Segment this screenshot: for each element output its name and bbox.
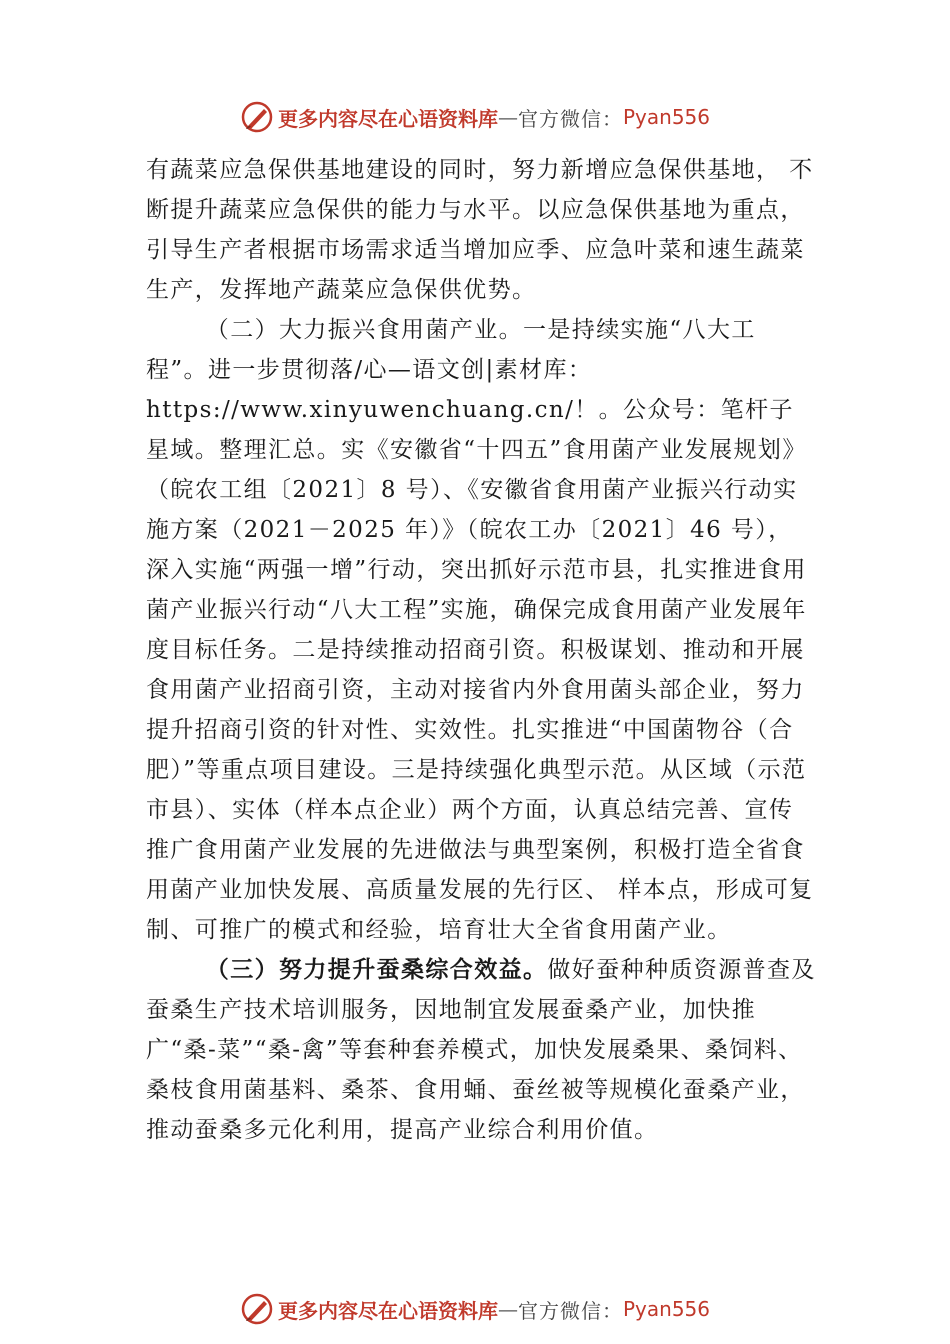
sericulture-text: 做好蚕种种质资源普查及蚕桑生产技术培训服务，因地制宜发展蚕桑产业，加快推广“桑-菜”“桑-禽”等套种套养模式，加快发展桑果、桑饲料、桑枝食用菌基料、桑茶、食用蛹、蚕丝被等规模化蚕桑产业，推动蚕桑多元化利用，提高产业综合利用价值。 bbox=[146, 957, 816, 1143]
sericulture-heading: （三）努力提升蚕桑综合效益。 bbox=[205, 956, 548, 983]
banner-dash: — bbox=[497, 105, 518, 129]
banner-wechat-id: Pyan556 bbox=[622, 1297, 710, 1321]
banner-wechat-label: 官方微信： bbox=[517, 106, 623, 131]
brush-logo-icon bbox=[240, 1292, 274, 1326]
banner-dash: — bbox=[497, 1297, 518, 1321]
paragraph-mushroom-industry: （二）大力振兴食用菌产业。一是持续实施“八大工程”。进一步贯彻落/心—语文创|素材库：https://www.xinyuwenchuang.cn/！。公众号：笔杆子星域。整理汇总。实《安徽省“十四五”食用菌产业发展规划》（皖农工组〔2021〕8 号）、《安徽省食用菌产业振兴行动实施方案（2021－2025 年）》（皖农工办〔2021〕46 号），深入实施“两强一增”行动，突出抓好示范市县，扎实推进食用菌产业振兴行动“八大工程”实施，确保完成食用菌产业发展年度目标任务。二是持续推动招商引资。积极谋划、推动和开展食用菌产业招商引资，主动对接省内外食用菌头部企业，努力提升招商引资的针对性、实效性。扎实推进“中国菌物谷（合肥）”等重点项目建设。三是持续强化典型示范。从区域（示范市县）、实体（样本点企业）两个方面，认真总结完善、宣传推广食用菌产业发展的先进做法与典型案例，积极打造全省食用菌产业加快发展、高质量发展的先行区、 样本点，形成可复制、可推广的模式和经验，培育壮大全省食用菌产业。 bbox=[146, 317, 814, 943]
header-watermark bbox=[0, 97, 950, 137]
brush-logo-icon bbox=[240, 100, 274, 134]
paragraph-vegetables: 有蔬菜应急保供基地建设的同时，努力新增应急保供基地， 不断提升蔬菜应急保供的能力与水平。以应急保供基地为重点，引导生产者根据市场需求适当增加应季、应急叶菜和速生蔬菜生产，发挥地产蔬菜应急保供优势。 bbox=[146, 157, 814, 303]
footer-watermark bbox=[0, 1289, 950, 1329]
paragraph-sericulture bbox=[146, 950, 816, 1150]
banner-text: 更多内容尽在心语资料库 bbox=[277, 1298, 498, 1323]
banner-wechat-id: Pyan556 bbox=[622, 105, 710, 129]
banner-wechat-label: 官方微信： bbox=[517, 1298, 623, 1323]
document-body bbox=[146, 150, 816, 1150]
banner-text: 更多内容尽在心语资料库 bbox=[277, 106, 498, 131]
